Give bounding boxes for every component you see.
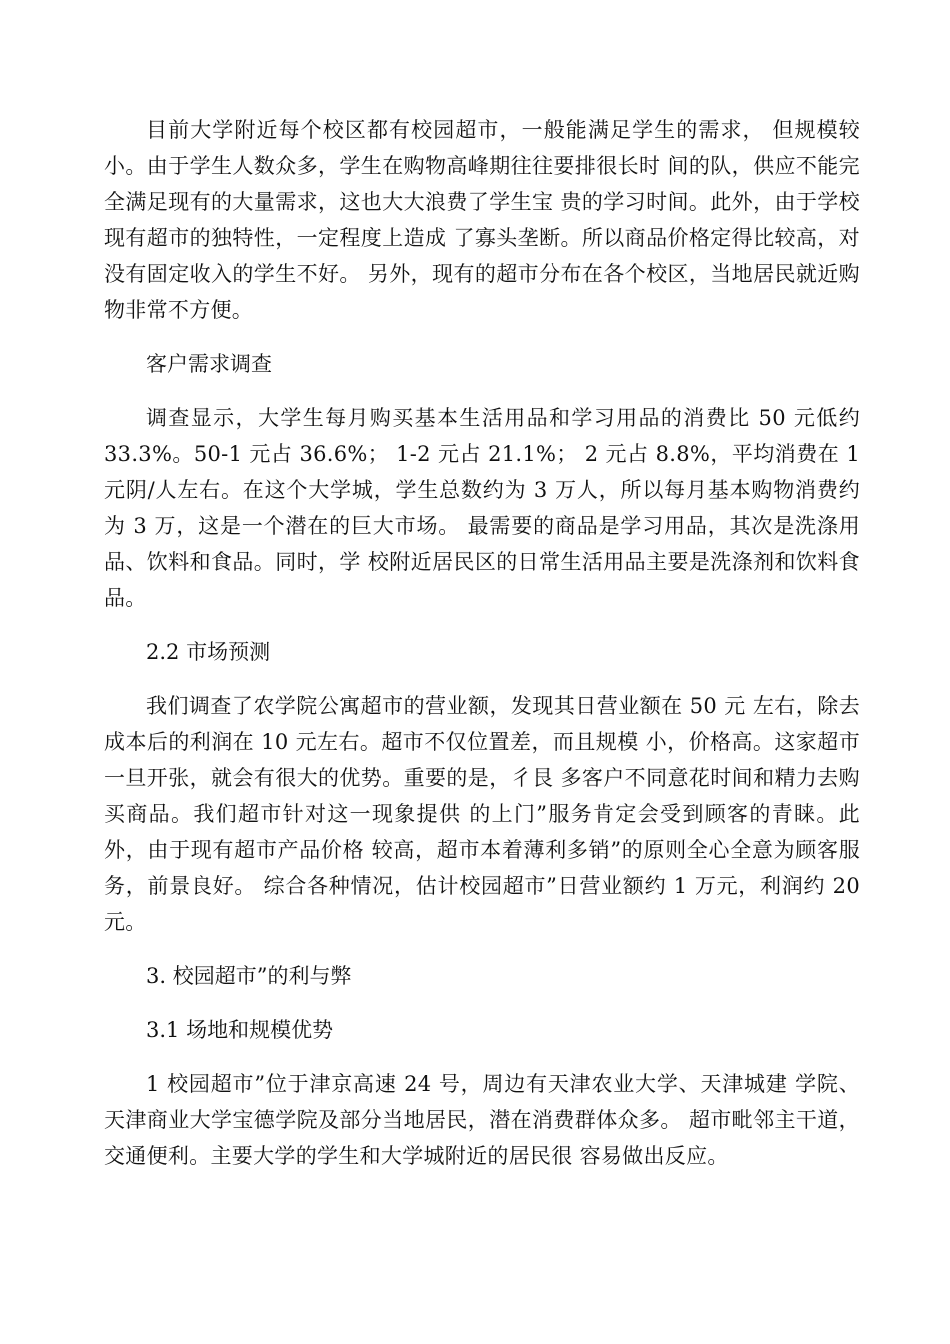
document-body — [104, 112, 860, 1192]
heading-site-and-scale-advantages: 3.1 场地和规模优势 — [146, 1018, 334, 1042]
heading-customer-demand-survey: 客户需求调查 — [146, 352, 272, 376]
paragraph-market-forecast: 我们调查了农学院公寓超市的营业额，发现其日营业额在 50 元 左右，除去成本后的利润在 10 元左右。超市不仅位置差，而且规模 小，价格高。这家超市一旦开张，就会有很大的优势。重要的是，彳艮 多客户不同意花时间和精力去购买商品。我们超市针对这一现象提供 的上门”服务肯定会受到顾客的青睐。此外，由于现有超市产品价格 较高，超市本着薄利多销”的原则全心全意为顾客服务，前景良好。 综合各种情况，估计校园超市”日营业额约 1 万元，利润约 20 元。 — [104, 694, 860, 934]
heading-pros-and-cons: 3. 校园超市”的利与弊 — [146, 964, 352, 988]
paragraph-site-advantages: 1 校园超市”位于津京高速 24 号，周边有天津农业大学、天津城建 学院、天津商业大学宝德学院及部分当地居民，潜在消费群体众多。 超市毗邻主干道，交通便利。主要大学的学生和大学城附近的居民很 容易做出反应。 — [104, 1072, 860, 1168]
heading-market-forecast: 2.2 市场预测 — [146, 640, 271, 664]
paragraph-campus-supermarket-status: 目前大学附近每个校区都有校园超市，一般能满足学生的需求， 但规模较小。由于学生人数众多，学生在购物高峰期往往要排很长时 间的队，供应不能完全满足现有的大量需求，这也大大浪费了学生宝 贵的学习时间。此外，由于学校现有超市的独特性，一定程度上造成 了寡头垄断。所以商品价格定得比较高，对没有固定收入的学生不好。 另外，现有的超市分布在各个校区，当地居民就近购物非常不方便。 — [104, 118, 860, 322]
paragraph-survey-results: 调查显示，大学生每月购买基本生活用品和学习用品的消费比 50 元低约 33.3%。50-1 元占 36.6%； 1-2 元占 21.1%； 2 元占 8.8%，平均消费在 1 元阴/人左右。在这个大学城，学生总数约为 3 万人，所以每月基本购物消费约为 3 万，这是一个潜在的巨大市场。 最需要的商品是学习用品，其次是洗涤用品、饮料和食品。同时，学 校附近居民区的日常生活用品主要是洗涤剂和饮料食品。 — [104, 406, 860, 610]
